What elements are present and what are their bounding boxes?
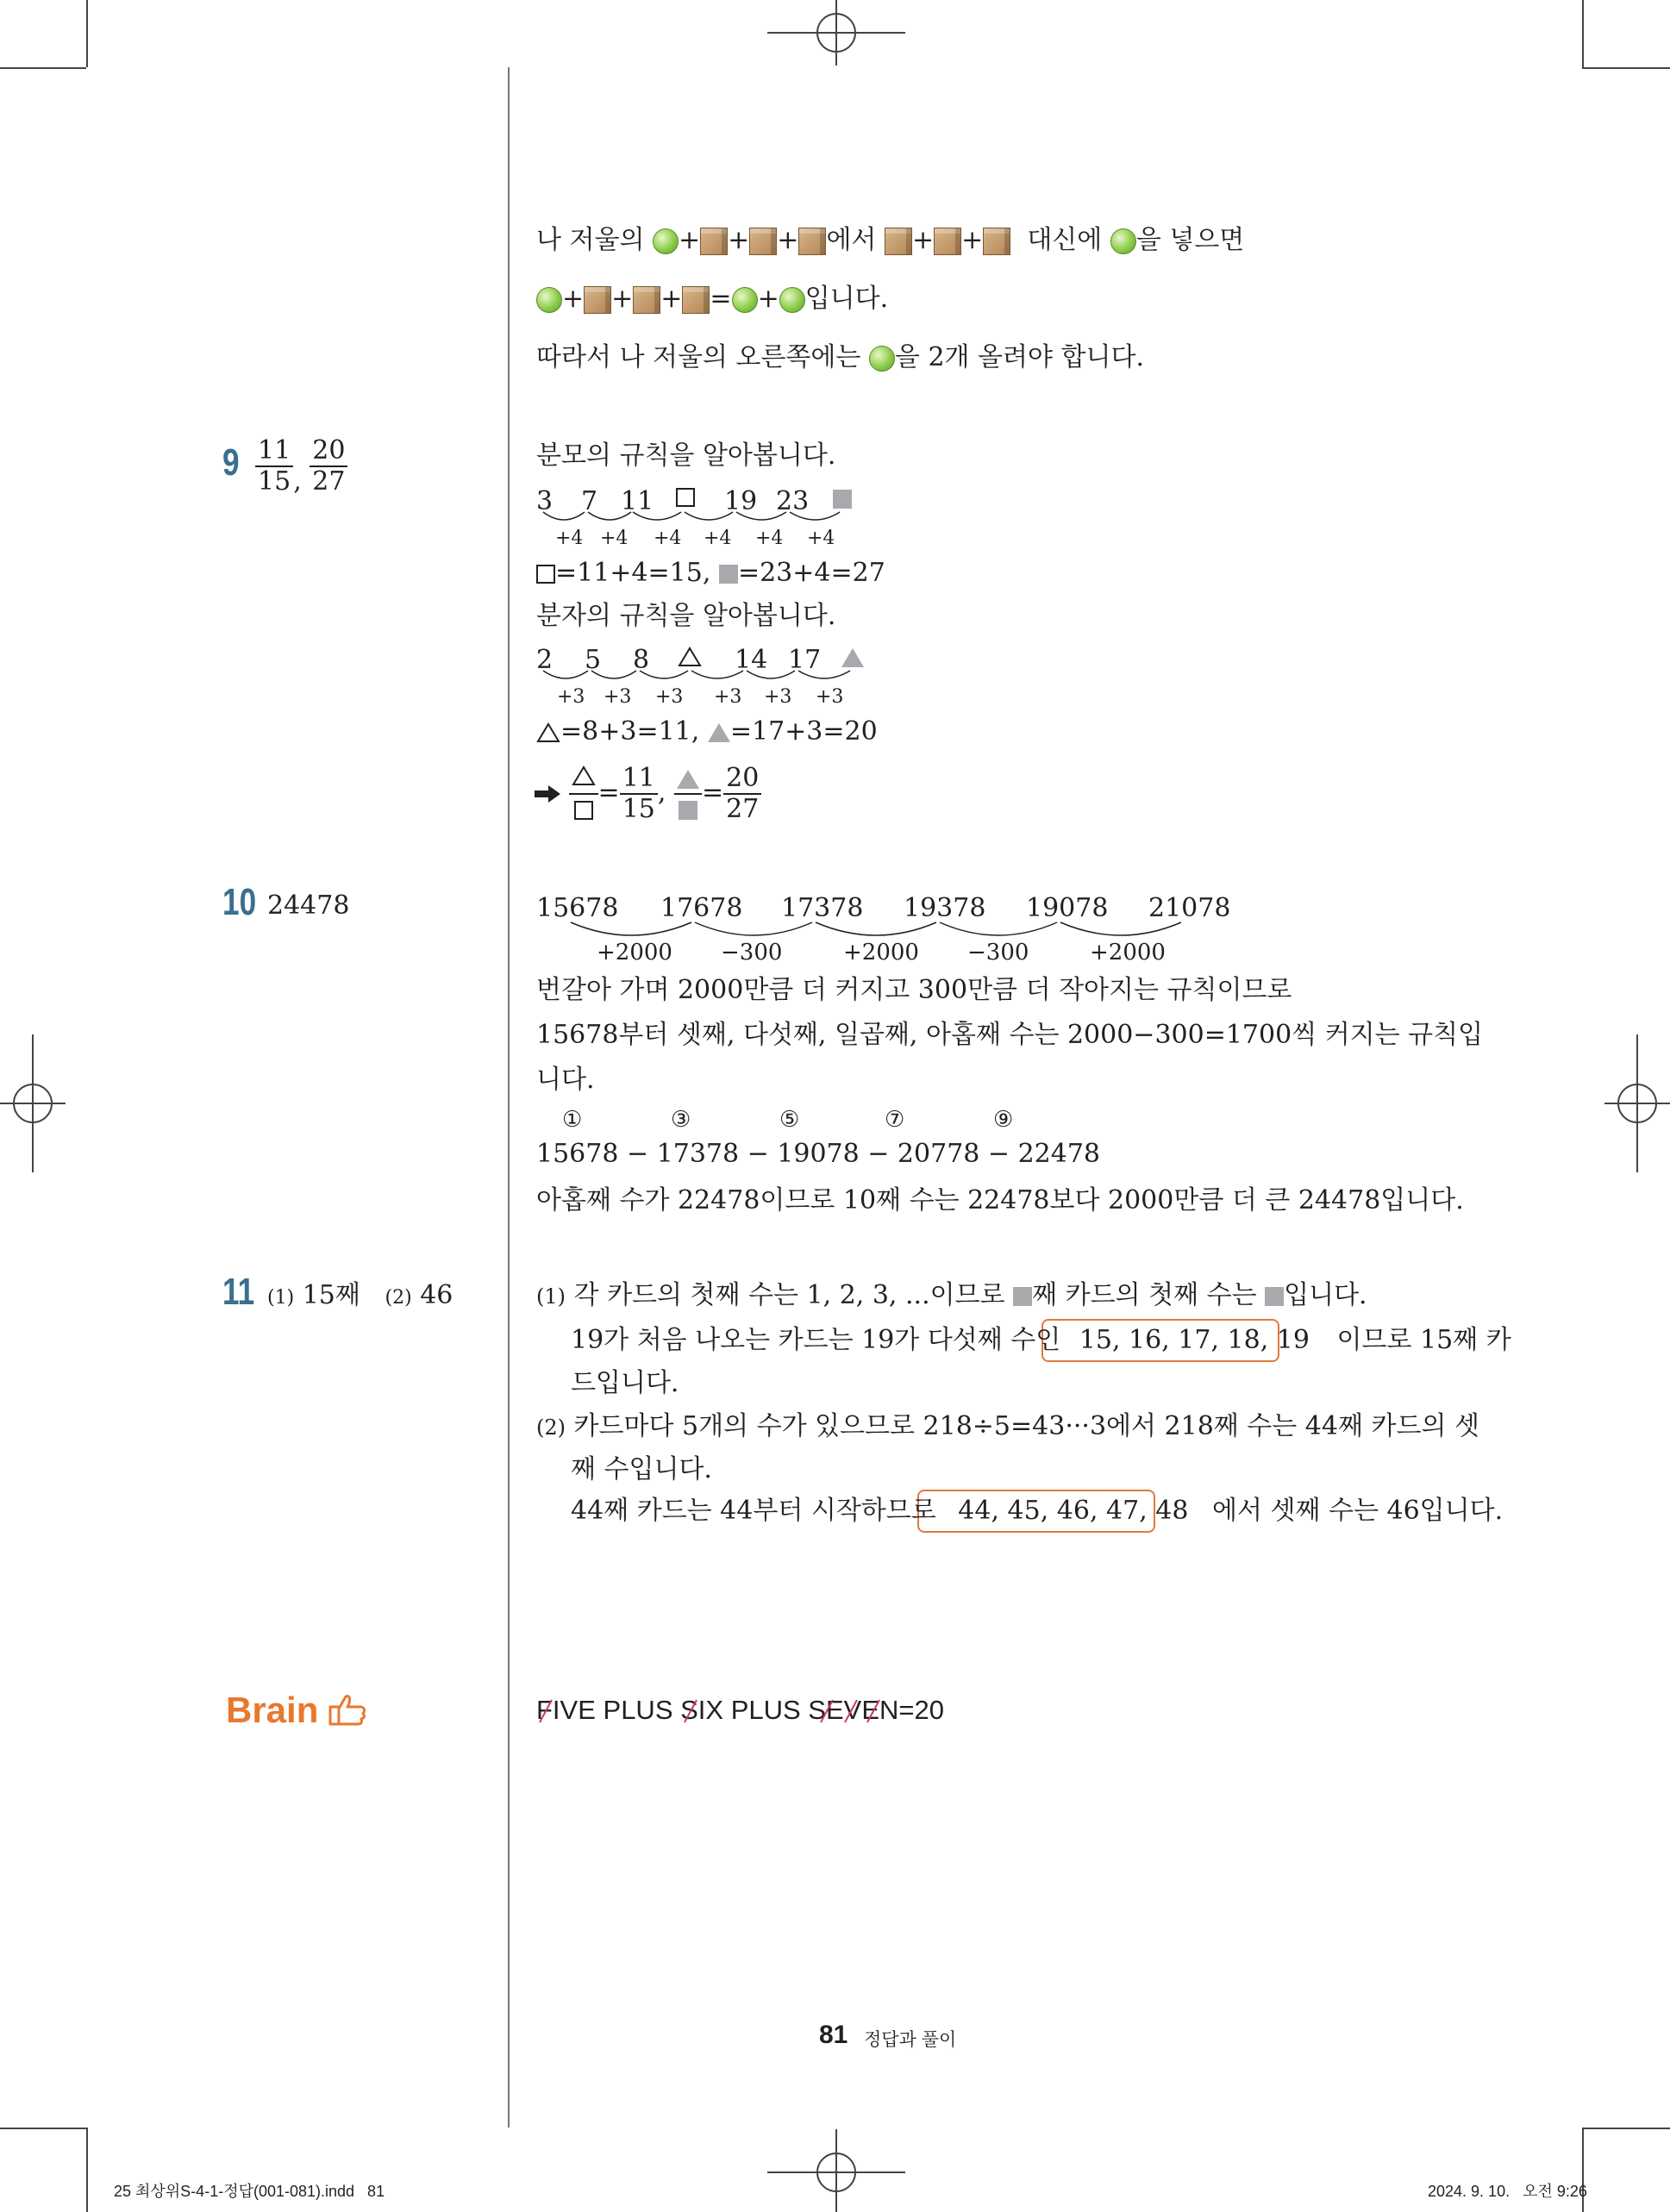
strikeout-marks [536,1693,898,1731]
crop-mark [0,2128,86,2129]
crop-mark [86,2128,88,2212]
empty-square-icon [676,488,695,507]
empty-triangle-icon [572,765,596,786]
brain-answer: FIVE PLUS SIX PLUS SEVEN=20 [536,1695,944,1725]
page-section-title: 정답과 풀이 [864,2030,957,2050]
empty-square-icon [536,565,555,584]
wooden-block-icon [584,286,611,314]
q9-denom-arcs [536,509,864,528]
q9-numer-steps: +3 +3 +3 +3 +3 +3 [557,686,844,708]
crop-mark [1582,67,1670,69]
green-ball-icon [779,287,805,313]
q9-denom-title: 분모의 규칙을 알아봅니다. [536,441,836,471]
wooden-block-icon [749,228,777,255]
q11-p2-line-1: (2) 카드마다 5개의 수가 있으므로 218÷5=43···3에서 218째 수는 44째 카드의 셋 [536,1411,1479,1441]
wooden-block-icon [682,286,710,314]
q9-denom-result: =11+4=15, =23+4=27 [536,560,885,586]
question-number-10: 10 [222,881,257,923]
registration-mark [0,1034,69,1172]
green-ball-icon [869,346,895,372]
fraction [569,765,598,822]
wooden-block-icon [798,228,826,255]
q9-denom-sequence: 3 7 11 19 23 [536,486,881,521]
green-ball-icon [536,287,562,313]
green-ball-icon [1110,228,1136,254]
registration-mark [1601,1034,1670,1172]
crop-mark [1582,2128,1670,2129]
registration-mark [767,0,905,69]
wooden-block-icon [934,228,961,255]
file-info: 25 최상위S-4-1-정답(001-081).indd 81 [114,2183,385,2200]
gray-square-icon [833,490,852,509]
top-line-2: + + + = + 입니다. [536,286,888,314]
crop-mark [1582,0,1584,67]
column-divider [508,67,510,2128]
page-number: 81 [819,2021,848,2049]
q9-numer-title: 분자의 규칙을 알아봅니다. [536,601,836,631]
q10-line-4: 아홉째 수가 22478이므로 10째 수는 22478보다 2000만큼 더 큰 24478입니다. [536,1185,1464,1215]
q11-answer: (1) 15째 (2) 46 [267,1280,453,1310]
q10-chain: 15678 − 17378 − 19078 − 20778 − 22478 [536,1139,1101,1169]
green-ball-icon [653,228,679,254]
empty-triangle-icon [678,647,702,667]
q10-line-2: 15678부터 셋째, 다섯째, 일곱째, 아홉째 수는 2000−300=1700씩 커지는 규칙입 [536,1020,1484,1050]
q11-p1-line-3: 드입니다. [571,1368,679,1398]
green-ball-icon [732,287,758,313]
empty-triangle-icon [536,722,560,743]
fraction: $\frac{20}{27}$ [723,765,761,822]
crop-mark [86,0,88,67]
empty-square-icon [574,801,593,820]
timestamp: 2024. 9. 10. 오전 9:26 [1428,2183,1587,2200]
wooden-block-icon [983,228,1010,255]
top-line-1: 나 저울의 + + + 에서 + + 대신에 을 넣으면 [536,225,1245,255]
q9-numer-result: =8+3=11, =17+3=20 [536,719,878,745]
fraction: $\frac{11}{15}$ [255,438,293,495]
fraction: $\frac{11}{15}$ [620,765,658,822]
q11-p1-line-2: 19가 처음 나오는 카드는 19가 다섯째 수인 15, 16, 17, 18, 19 이므로 15째 카 [571,1325,1511,1355]
fraction [674,765,702,822]
wooden-block-icon [633,286,660,314]
brain-logo: Brain [226,1690,368,1731]
wooden-block-icon [885,228,912,255]
q11-p1-line-1: (1) 각 카드의 첫째 수는 1, 2, 3, ...이므로 째 카드의 첫째 수는 입니다. [536,1280,1367,1310]
q9-numer-sequence: 2 5 8 14 17 [536,645,881,679]
registration-mark [767,2129,905,2212]
gray-triangle-icon [677,770,699,789]
q11-p2-line-3: 44째 카드는 44부터 시작하므로 44, 45, 46, 47, 48 에서 셋째 수는 46입니다. [571,1496,1504,1526]
gray-triangle-icon [841,648,864,667]
gray-triangle-icon [708,723,730,742]
q9-answer: $\frac{11}{15}$ , $\frac{20}{27}$ [255,438,347,495]
arrow-icon [535,784,560,804]
q9-final: = $\frac{11}{15}$ , = $\frac{20}{27}$ [535,765,761,822]
gray-square-icon [719,565,738,584]
question-number-9: 9 [222,441,240,484]
q10-steps: +2000 −300 +2000 −300 +2000 [597,940,1166,965]
q10-sequence: 15678 17678 17378 19378 19078 21078 [536,893,1231,923]
q10-line-1: 번갈아 가며 2000만큼 더 커지고 300만큼 더 작아지는 규칙이므로 [536,975,1292,1005]
gray-square-icon [679,801,697,820]
q10-answer: 24478 [267,890,350,921]
q9-denom-steps: +4 +4 +4 +4 +4 +4 [555,528,835,549]
fraction: $\frac{20}{27}$ [310,438,347,495]
q10-line-3: 니다. [536,1065,595,1095]
q9-numer-arcs [536,667,864,686]
gray-square-icon [1265,1287,1284,1306]
top-line-3: 따라서 나 저울의 오른쪽에는 을 2개 올려야 합니다. [536,342,1144,372]
thumbs-up-icon [328,1693,368,1728]
wooden-block-icon [700,228,728,255]
gray-square-icon [1013,1287,1032,1306]
q10-circled-indices: ① ③ ⑤ ⑦ ⑨ [562,1107,1014,1133]
q11-p2-line-2: 째 수입니다. [571,1454,712,1484]
crop-mark [0,67,86,69]
question-number-11: 11 [222,1271,255,1313]
